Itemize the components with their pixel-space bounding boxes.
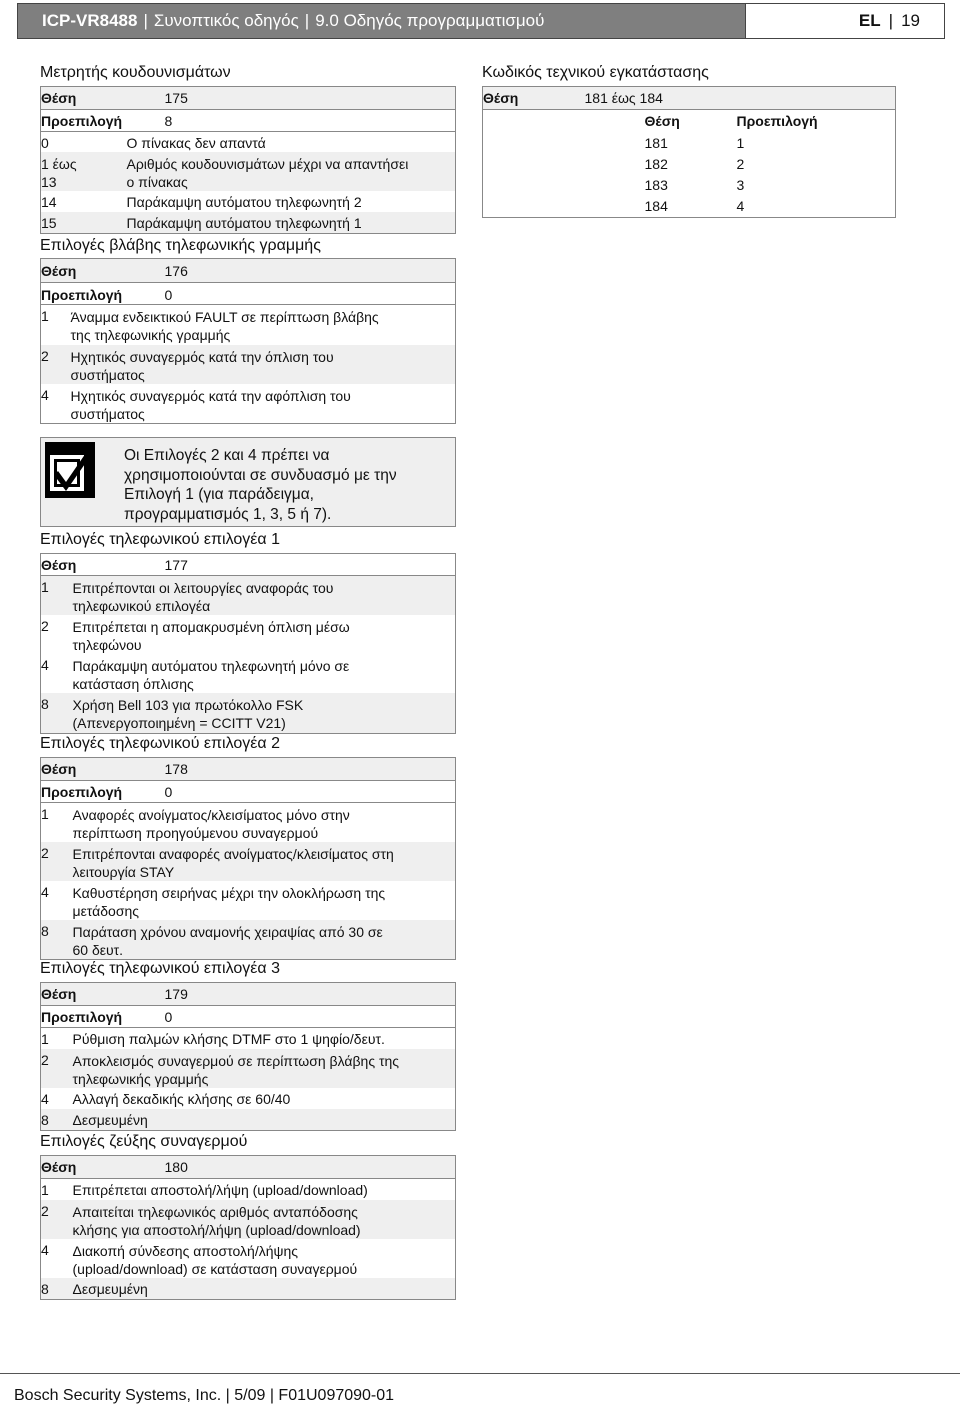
option-row	[41, 654, 456, 693]
option-text: Επιτρέπεται η απομακρυσμένη όπλιση μέσω τηλεφώνου	[72, 619, 350, 653]
default-value: 0	[127, 781, 456, 803]
option-row	[41, 384, 456, 424]
option-text: Ηχητικός συναγερμός κατά την όπλιση του συστήματος	[71, 345, 456, 384]
position-value: 176	[127, 259, 456, 283]
position-label: Θέση	[41, 554, 127, 576]
option-text: Αριθμός κουδουνισμάτων μέχρι να απαντήσει ο πίνακας	[127, 152, 456, 191]
position-value: 180	[127, 1156, 456, 1179]
section-title-ring-counter: Μετρητής κουδουνισμάτων	[40, 64, 231, 81]
position-row	[41, 554, 456, 576]
section-title-line-fault: Επιλογές βλάβης τηλεφωνικής γραμμής	[40, 237, 321, 254]
code-row	[483, 174, 896, 195]
header-separator: |	[143, 11, 148, 30]
option-text: Διακοπή σύνδεσης αποστολή/λήψης (upload/download) σε κατάσταση συναγερμού	[72, 1242, 358, 1277]
code-default: 2	[736, 155, 745, 172]
option-row	[41, 1049, 456, 1088]
position-label: Θέση	[41, 983, 127, 1006]
position-label: Θέση	[41, 87, 127, 110]
option-text: Δεσμευμένη	[73, 1109, 456, 1131]
option-text: Ο πίνακας δεν απαντά	[126, 135, 266, 151]
section-title-installer-code: Κωδικός τεχνικού εγκατάστασης	[482, 64, 709, 81]
code-default: 4	[736, 197, 745, 214]
position-row	[41, 758, 456, 781]
option-row	[41, 345, 456, 384]
column-header-default: Προεπιλογή	[736, 113, 818, 129]
default-label: Προεπιλογή	[41, 1006, 127, 1028]
header-page	[746, 4, 944, 38]
option-text: Χρήση Bell 103 για πρωτόκολλο FSK (Απενεργοποιημένη = CCITT V21)	[73, 693, 456, 733]
product-name: ICP-VR8488	[42, 11, 138, 30]
note-text	[124, 446, 444, 524]
header-title	[18, 4, 746, 38]
note-line: χρησιμοποιούνται σε συνδυασμό με την	[124, 466, 397, 484]
option-row	[41, 576, 456, 616]
option-row	[41, 920, 456, 960]
phone-selector-2-table	[40, 757, 456, 960]
line-fault-table	[40, 258, 456, 424]
option-row	[41, 615, 456, 654]
position-value: 179	[127, 983, 456, 1006]
option-text: Καθυστέρηση σειρήνας μέχρι την ολοκλήρωση της μετάδοσης	[72, 885, 386, 919]
code-position: 182	[644, 155, 668, 172]
option-key: 2	[41, 842, 73, 881]
phone-selector-3-table	[40, 982, 456, 1131]
section-name: 9.0 Οδηγός προγραμματισμού	[315, 11, 545, 30]
option-text: Παράκαμψη αυτόματου τηλεφωνητή μόνο σε κατάσταση όπλισης	[72, 658, 350, 692]
option-row	[41, 1088, 456, 1109]
position-row	[41, 983, 456, 1006]
position-label: Θέση	[41, 1156, 127, 1179]
option-row	[41, 152, 456, 191]
position-label: Θέση	[41, 259, 127, 283]
code-row	[483, 132, 896, 153]
note-line: Οι Επιλογές 2 και 4 πρέπει να	[124, 447, 330, 464]
option-row	[41, 1200, 456, 1239]
note-box	[40, 437, 456, 527]
option-row	[41, 803, 456, 843]
option-key: 1	[41, 576, 73, 616]
option-row	[41, 1239, 456, 1278]
code-position: 183	[644, 176, 668, 193]
header-separator: |	[304, 11, 310, 30]
default-value: 0	[127, 1006, 456, 1028]
note-line: Επιλογή 1 (για παράδειγμα,	[124, 486, 314, 503]
header-separator: |	[888, 11, 894, 30]
option-row	[41, 842, 456, 881]
ring-counter-table	[40, 86, 456, 234]
option-row	[41, 1109, 456, 1131]
default-label: Προεπιλογή	[41, 781, 127, 803]
option-key: 2	[41, 345, 71, 384]
section-title-phone-selector-2: Επιλογές τηλεφωνικού επιλογέα 2	[40, 735, 280, 752]
option-text: Αλλαγή δεκαδικής κλήσης σε 60/40	[72, 1090, 291, 1107]
position-value: 181 έως 184	[585, 87, 896, 110]
option-key: 4	[41, 386, 49, 403]
option-key: 14	[41, 193, 57, 210]
code-row	[483, 153, 896, 174]
option-row	[41, 132, 456, 152]
position-label: Θέση	[41, 758, 127, 781]
option-text: Ηχητικός συναγερμός κατά την αφόπλιση του συστήματος	[70, 387, 351, 422]
option-text: Παράταση χρόνου αναμονής χειραψίας από 30 σε 60 δευτ.	[73, 920, 456, 960]
option-key: 1	[41, 806, 49, 822]
option-row	[41, 881, 456, 920]
option-row	[41, 1028, 456, 1049]
option-key: 2	[41, 1049, 73, 1088]
installer-code-table	[482, 86, 896, 218]
default-row	[41, 1006, 456, 1028]
position-value: 177	[127, 554, 456, 576]
option-key: 1	[41, 1031, 49, 1047]
guide-name: Συνοπτικός οδηγός	[153, 11, 299, 30]
option-text: Δεσμευμένη	[73, 1278, 456, 1300]
section-title-phone-selector-3: Επιλογές τηλεφωνικού επιλογέα 3	[40, 960, 280, 977]
code-default: 3	[736, 176, 745, 193]
option-key: 4	[41, 657, 49, 673]
phone-selector-1-table	[40, 553, 456, 734]
option-key: 4	[41, 884, 49, 900]
position-row	[41, 87, 456, 110]
page-header	[17, 3, 945, 39]
option-text: Παράκαμψη αυτόματου τηλεφωνητή 1	[127, 212, 456, 234]
default-value: 8	[127, 110, 456, 132]
section-title-alarm-pairing: Επιλογές ζεύξης συναγερμού	[40, 1133, 248, 1150]
option-key: 1	[41, 1182, 49, 1198]
option-text: Αναφορές ανοίγματος/κλεισίματος μόνο στην περίπτωση προηγούμενου συναγερμού	[72, 807, 350, 841]
code-default: 1	[736, 134, 745, 151]
default-row	[41, 781, 456, 803]
option-row	[41, 1278, 456, 1300]
option-key: 8	[41, 1109, 73, 1131]
footer-divider	[0, 1373, 960, 1374]
option-key: 4	[41, 1090, 49, 1107]
option-key: 15	[41, 212, 127, 234]
code-row	[483, 195, 896, 218]
option-text: Ρύθμιση παλμών κλήσης DTMF στο 1 ψηφίο/δευτ.	[72, 1031, 385, 1047]
option-row	[41, 693, 456, 733]
column-header-row	[483, 110, 896, 132]
option-key: 4	[41, 1241, 49, 1258]
option-text: Επιτρέπονται αναφορές ανοίγματος/κλεισίματος στη λειτουργία STAY	[73, 842, 456, 881]
option-key: 8	[41, 693, 73, 733]
option-text: Άναμμα ενδεικτικού FAULT σε περίπτωση βλάβης της τηλεφωνικής γραμμής	[70, 309, 379, 343]
option-row	[41, 305, 456, 345]
default-label: Προεπιλογή	[41, 283, 127, 305]
default-row	[41, 283, 456, 305]
option-text: Απαιτείται τηλεφωνικός αριθμός ανταπόδοσης κλήσης για αποστολή/λήψη (upload/download)	[73, 1200, 456, 1239]
option-key: 0	[41, 135, 49, 151]
option-row	[41, 191, 456, 212]
option-row	[41, 1179, 456, 1200]
position-label: Θέση	[483, 87, 585, 110]
option-key: 8	[41, 920, 73, 960]
option-key: 1	[41, 308, 49, 324]
default-value: 0	[127, 283, 456, 305]
default-row	[41, 110, 456, 132]
option-key: 8	[41, 1278, 73, 1300]
default-label: Προεπιλογή	[41, 110, 127, 132]
option-text: Αποκλεισμός συναγερμού σε περίπτωση βλάβης της τηλεφωνικής γραμμής	[73, 1049, 456, 1088]
option-text: Παράκαμψη αυτόματου τηλεφωνητή 2	[126, 193, 362, 210]
option-key: 2	[41, 1200, 73, 1239]
column-header-position: Θέση	[644, 113, 680, 129]
option-key: 2	[41, 618, 49, 634]
position-row	[41, 1156, 456, 1179]
option-key: 1 έως 13	[41, 152, 127, 191]
option-text: Επιτρέπονται οι λειτουργίες αναφοράς του τηλεφωνικού επιλογέα	[73, 576, 456, 616]
position-row	[41, 259, 456, 283]
note-line: προγραμματισμός 1, 3, 5 ή 7).	[124, 505, 332, 523]
footer-text: Bosch Security Systems, Inc. | 5/09 | F01U097090-01	[14, 1387, 395, 1404]
code-position: 184	[644, 197, 668, 214]
section-title-phone-selector-1: Επιλογές τηλεφωνικού επιλογέα 1	[40, 531, 280, 548]
position-value: 178	[127, 758, 456, 781]
option-row	[41, 212, 456, 234]
page-number: 19	[901, 11, 920, 30]
option-text: Επιτρέπεται αποστολή/λήψη (upload/download)	[72, 1182, 368, 1198]
alarm-pairing-table	[40, 1155, 456, 1300]
checkmark-note-icon	[44, 441, 96, 499]
language-code: EL	[858, 11, 881, 30]
position-row	[483, 87, 896, 110]
position-value: 175	[127, 87, 456, 110]
code-position: 181	[644, 134, 668, 151]
